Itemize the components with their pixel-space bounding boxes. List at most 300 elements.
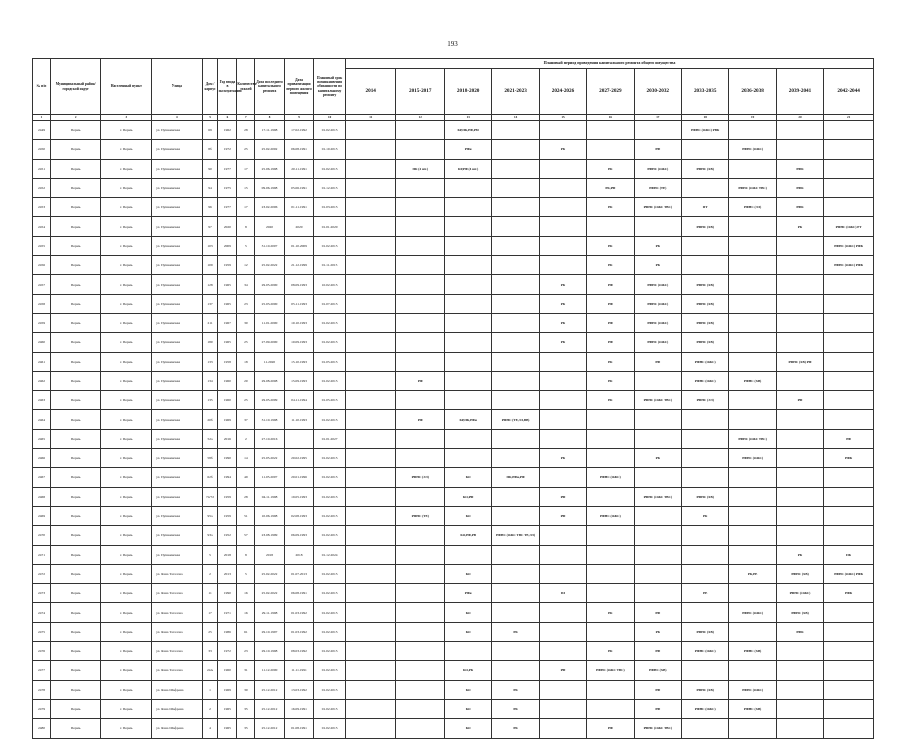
repair-period-cell: КО (444, 468, 491, 487)
repair-period-cell (776, 410, 823, 429)
repair-period-cell: РФ (587, 719, 634, 738)
repair-period-cell (776, 642, 823, 661)
municipality-cell: Пермь (50, 468, 101, 487)
privatization-cell: 02.08.1993 (284, 506, 314, 525)
house-cell: 52а (202, 429, 218, 448)
street-cell: ул. Яана Тагаллаа (152, 603, 203, 622)
repair-period-cell (345, 699, 396, 718)
settlement-cell: г. Пермь (101, 275, 152, 294)
repair-period-cell (539, 371, 586, 390)
repair-period-cell: РФНС (ОЖС ТВС) (729, 178, 776, 197)
repair-period-cell: РК (587, 159, 634, 178)
repair-period-cell (444, 178, 491, 197)
plan-deadline-cell: 01.02.2015 (314, 159, 346, 178)
row-number: 2450 (33, 140, 51, 159)
floors-cell: 16 (237, 603, 255, 622)
municipality-cell: Пермь (50, 198, 101, 217)
row-number: 2455 (33, 236, 51, 255)
settlement-cell: г. Пермь (101, 371, 152, 390)
repair-period-cell (729, 661, 776, 680)
repair-period-cell (824, 121, 874, 140)
header-settlement: Населенный пункт (101, 59, 152, 115)
plan-deadline-cell: 01.11.2015 (314, 256, 346, 275)
plan-deadline-cell: 01.02.2015 (314, 526, 346, 545)
house-cell: 137 (202, 294, 218, 313)
street-cell: ул. Пушкинская (152, 429, 203, 448)
settlement-cell: г. Пермь (101, 622, 152, 641)
column-number: 4 (152, 115, 203, 121)
last-repair-cell: 25.06.1998 (255, 159, 285, 178)
house-cell: 20б (202, 410, 218, 429)
plan-deadline-cell: 01.02.2015 (314, 699, 346, 718)
repair-period-cell: РФНС (ОЖС) (681, 642, 728, 661)
repair-period-cell: РК (776, 217, 823, 236)
privatization-cell: 01.07.2013 (284, 564, 314, 583)
year-built-cell: 1990 (218, 584, 237, 603)
settlement-cell: г. Пермь (101, 699, 152, 718)
repair-period-cell (492, 256, 539, 275)
year-built-cell: 1994 (218, 468, 237, 487)
repair-period-cell (776, 256, 823, 275)
row-number: 2456 (33, 256, 51, 275)
repair-period-cell (587, 487, 634, 506)
header-street: Улица (152, 59, 203, 115)
repair-period-cell (729, 622, 776, 641)
repair-period-cell (681, 661, 728, 680)
header-privatization: Дата приватизации первого жилого помещения (284, 59, 314, 115)
repair-period-cell (396, 391, 444, 410)
column-number: 12 (396, 115, 444, 121)
repair-period-cell (345, 256, 396, 275)
table-row (33, 178, 874, 197)
house-cell: 94 (202, 178, 218, 197)
table-row (33, 294, 874, 313)
repair-period-cell (345, 545, 396, 564)
last-repair-cell: 31.10.2007 (255, 236, 285, 255)
settlement-cell: г. Пермь (101, 333, 152, 352)
street-cell: ул. Яана Шафрана (152, 680, 203, 699)
repair-period-cell: РФК (776, 198, 823, 217)
year-built-cell: 2020 (218, 217, 237, 236)
repair-period-cell: РФНС (ОЖС) РВК (681, 121, 728, 140)
privatization-cell: 01.03.1992 (284, 622, 314, 641)
privatization-cell: 08.03.1992 (284, 642, 314, 661)
repair-period-cell (396, 680, 444, 699)
repair-period-cell (729, 391, 776, 410)
column-number: 6 (218, 115, 237, 121)
year-built-cell: 2018 (218, 545, 237, 564)
table-row (33, 642, 874, 661)
repair-period-cell (634, 584, 681, 603)
repair-period-cell (345, 429, 396, 448)
repair-period-cell (776, 487, 823, 506)
year-built-cell: 2016 (218, 429, 237, 448)
repair-period-cell (345, 313, 396, 332)
repair-period-cell (729, 294, 776, 313)
privatization-cell: 11.11.1991 (284, 661, 314, 680)
privatization-cell: 10.09.1993 (284, 333, 314, 352)
repair-period-cell (492, 661, 539, 680)
year-built-cell: 1965 (218, 275, 237, 294)
floors-cell: 5 (237, 236, 255, 255)
repair-period-cell: КР,РФ (4 шт.) (444, 159, 491, 178)
settlement-cell: г. Пермь (101, 410, 152, 429)
repair-period-cell (396, 275, 444, 294)
table-row (33, 391, 874, 410)
repair-period-cell (539, 429, 586, 448)
repair-period-cell (681, 545, 728, 564)
repair-period-cell (824, 661, 874, 680)
repair-period-cell (539, 217, 586, 236)
row-number: 2480 (33, 719, 51, 738)
repair-period-cell (396, 545, 444, 564)
column-number: 16 (587, 115, 634, 121)
floors-cell: 5 (237, 564, 255, 583)
capital-repair-table (32, 58, 874, 739)
settlement-cell: г. Пермь (101, 661, 152, 680)
repair-period-cell (729, 236, 776, 255)
year-built-cell: 1967 (218, 313, 237, 332)
repair-period-cell (824, 333, 874, 352)
plan-deadline-cell: 01.02.2015 (314, 661, 346, 680)
repair-period-cell (444, 313, 491, 332)
house-cell: 8б (202, 140, 218, 159)
municipality-cell: Пермь (50, 121, 101, 140)
repair-period-cell (776, 140, 823, 159)
plan-deadline-cell: 01.02.2015 (314, 622, 346, 641)
privatization-cell: 16.09.1991 (284, 699, 314, 718)
repair-period-cell (634, 545, 681, 564)
repair-period-cell (396, 121, 444, 140)
repair-period-cell (776, 275, 823, 294)
repair-period-cell: КО (444, 506, 491, 525)
last-repair-cell: 25.03.2000 (255, 294, 285, 313)
house-cell: 17 (202, 603, 218, 622)
year-built-cell: 1986 (218, 622, 237, 641)
plan-deadline-cell: 01.12.2024 (314, 545, 346, 564)
row-number: 2449 (33, 121, 51, 140)
last-repair-cell: 29.08.2008 (255, 371, 285, 390)
repair-period-cell (492, 603, 539, 622)
municipality-cell: Пермь (50, 564, 101, 583)
settlement-cell: г. Пермь (101, 391, 152, 410)
repair-period-cell: КО (444, 699, 491, 718)
repair-period-cell (634, 371, 681, 390)
repair-period-cell: КО (444, 622, 491, 641)
street-cell: ул. Пушкинская (152, 333, 203, 352)
municipality-cell: Пермь (50, 622, 101, 641)
repair-period-cell (776, 680, 823, 699)
repair-period-cell: РФНС (ЭЭ) (681, 391, 728, 410)
repair-period-cell: РФК (824, 584, 874, 603)
table-row (33, 217, 874, 236)
repair-period-cell (824, 680, 874, 699)
year-built-cell: 1965 (218, 333, 237, 352)
page-number: 193 (447, 40, 458, 48)
table-row (33, 661, 874, 680)
last-repair-cell: 11.05.2007 (255, 468, 285, 487)
repair-period-cell: РФНС (ХВ) (681, 275, 728, 294)
last-repair-cell: 25.12.2012 (255, 719, 285, 738)
repair-period-cell: КО (444, 564, 491, 583)
last-repair-cell: 31.10.1998 (255, 410, 285, 429)
table-row (33, 584, 874, 603)
repair-period-cell (729, 410, 776, 429)
repair-period-cell: РФНС (ХВ) РФ (776, 352, 823, 371)
repair-period-cell (492, 352, 539, 371)
header-plan-group: Плановый период проведения капитального ремонта общего имущества (345, 59, 873, 69)
repair-period-cell: РФНС (ОЖС) РФК (824, 236, 874, 255)
repair-period-cell: РФНС (ХВ) (729, 371, 776, 390)
privatization-cell: 15.09.1993 (284, 371, 314, 390)
repair-period-cell (396, 526, 444, 545)
plan-deadline-cell: 01.02.2015 (314, 642, 346, 661)
repair-period-cell (539, 622, 586, 641)
header-year: 2021-2023 (492, 69, 539, 115)
repair-period-cell (681, 178, 728, 197)
last-repair-cell: 11.01.2000 (255, 313, 285, 332)
row-number: 2476 (33, 642, 51, 661)
repair-period-cell (634, 468, 681, 487)
repair-period-cell (824, 352, 874, 371)
row-number: 2466 (33, 449, 51, 468)
settlement-cell: г. Пермь (101, 178, 152, 197)
settlement-cell: г. Пермь (101, 545, 152, 564)
repair-period-cell: КО,РФ (444, 487, 491, 506)
year-built-cell: 1960 (218, 661, 237, 680)
row-number: 2470 (33, 526, 51, 545)
street-cell: ул. Пушкинская (152, 294, 203, 313)
repair-period-cell (345, 719, 396, 738)
repair-period-cell: РФНС (ОЖС) (587, 506, 634, 525)
house-cell: 62б (202, 468, 218, 487)
header-house: Дом / корпус (202, 59, 218, 115)
repair-period-cell (444, 217, 491, 236)
repair-period-cell (776, 719, 823, 738)
settlement-cell: г. Пермь (101, 506, 152, 525)
plan-deadline-cell: 01.02.2015 (314, 506, 346, 525)
table-row (33, 622, 874, 641)
privatization-cell: 06.09.1993 (284, 526, 314, 545)
row-number: 2471 (33, 545, 51, 564)
last-repair-cell: 23.08.1999 (255, 526, 285, 545)
repair-period-cell (492, 371, 539, 390)
floors-cell: 17 (237, 159, 255, 178)
plan-deadline-cell: 01.02.2015 (314, 564, 346, 583)
repair-period-cell (587, 121, 634, 140)
repair-period-cell (824, 526, 874, 545)
repair-period-cell (681, 236, 728, 255)
repair-period-cell: РФНС (ХВ) (681, 294, 728, 313)
repair-period-cell: РК (634, 622, 681, 641)
table-row (33, 275, 874, 294)
last-repair-cell: 29.10.1998 (255, 642, 285, 661)
repair-period-cell: РФНС (ОЖС) (634, 294, 681, 313)
municipality-cell: Пермь (50, 313, 101, 332)
table-row (33, 429, 874, 448)
street-cell: ул. Пушкинская (152, 198, 203, 217)
repair-period-cell: КО (444, 603, 491, 622)
house-cell: 90 (202, 159, 218, 178)
row-number: 2461 (33, 352, 51, 371)
repair-period-cell (776, 371, 823, 390)
repair-period-cell: РФ (634, 603, 681, 622)
floors-cell: 18 (237, 352, 255, 371)
privatization-cell: 06.08.1991 (284, 140, 314, 159)
settlement-cell: г. Пермь (101, 159, 152, 178)
repair-period-cell (396, 294, 444, 313)
repair-period-cell (729, 487, 776, 506)
last-repair-cell: 25.12.2012 (255, 699, 285, 718)
header-year: 2024-2026 (539, 69, 586, 115)
repair-period-cell (492, 294, 539, 313)
repair-period-cell (681, 429, 728, 448)
year-built-cell: 1965 (218, 699, 237, 718)
table-row (33, 545, 874, 564)
privatization-cell: 15.10.1993 (284, 352, 314, 371)
repair-period-cell (492, 198, 539, 217)
repair-period-cell: РФ (587, 313, 634, 332)
repair-period-cell: РФНС (ОЖС) (587, 468, 634, 487)
table-row (33, 236, 874, 255)
header-num: № п/п (33, 59, 51, 115)
repair-period-cell: РК (539, 333, 586, 352)
row-number: 2462 (33, 371, 51, 390)
repair-period-cell: КР,ПК,РФн (444, 410, 491, 429)
column-number: 20 (776, 115, 823, 121)
floors-cell: 15 (237, 178, 255, 197)
privatization-cell: 11.10.1993 (284, 410, 314, 429)
municipality-cell: Пермь (50, 719, 101, 738)
repair-period-cell (444, 371, 491, 390)
year-built-cell: 1969 (218, 410, 237, 429)
column-number: 5 (202, 115, 218, 121)
repair-period-cell (396, 313, 444, 332)
repair-period-cell (396, 256, 444, 275)
privatization-cell: 21.12.1999 (284, 256, 314, 275)
house-cell: 2 (202, 699, 218, 718)
repair-period-cell: РФК (824, 449, 874, 468)
house-cell: 93а (202, 526, 218, 545)
repair-period-cell (824, 313, 874, 332)
repair-period-cell (634, 564, 681, 583)
repair-period-cell (492, 159, 539, 178)
repair-period-cell (345, 391, 396, 410)
privatization-cell: 20.01.1996 (284, 468, 314, 487)
repair-period-cell (634, 526, 681, 545)
repair-period-cell: РФ (634, 642, 681, 661)
header-year: 2036-2038 (729, 69, 776, 115)
repair-period-cell (824, 468, 874, 487)
repair-period-cell (396, 564, 444, 583)
municipality-cell: Пермь (50, 545, 101, 564)
house-cell: 69 (202, 121, 218, 140)
repair-period-cell (729, 584, 776, 603)
repair-period-cell: РФНС (ОЖС ТВС ТЕ,ЭЭ) (492, 526, 539, 545)
municipality-cell: Пермь (50, 699, 101, 718)
settlement-cell: г. Пермь (101, 642, 152, 661)
repair-period-cell: РФ (634, 680, 681, 699)
plan-deadline-cell: 01.12.2015 (314, 178, 346, 197)
repair-period-cell: РК (587, 642, 634, 661)
repair-period-cell: РК,РФ (587, 178, 634, 197)
repair-period-cell (492, 449, 539, 468)
repair-period-cell: РФ (587, 333, 634, 352)
header-year-built: Год ввода в эксплуатацию (218, 59, 237, 115)
year-built-cell: 1969 (218, 680, 237, 699)
repair-period-cell (345, 178, 396, 197)
floors-cell: 20 (237, 371, 255, 390)
year-built-cell: 1960 (218, 391, 237, 410)
year-built-cell: 2009 (218, 236, 237, 255)
repair-period-cell (776, 526, 823, 545)
table-row (33, 719, 874, 738)
floors-cell: 28 (237, 121, 255, 140)
repair-period-cell: РК (587, 236, 634, 255)
municipality-cell: Пермь (50, 294, 101, 313)
privatization-cell: 13.03.1992 (284, 680, 314, 699)
repair-period-cell (729, 526, 776, 545)
row-number: 2475 (33, 622, 51, 641)
table-row (33, 198, 874, 217)
privatization-cell: 08.09.1993 (284, 275, 314, 294)
municipality-cell: Пермь (50, 487, 101, 506)
floors-cell: 49 (237, 468, 255, 487)
repair-period-cell (824, 642, 874, 661)
header-year: 2039-2041 (776, 69, 823, 115)
header-year: 2015-2017 (396, 69, 444, 115)
header-municipality: Муниципальный район/городской округ (50, 59, 101, 115)
plan-deadline-cell: 01.02.2015 (314, 333, 346, 352)
table-row (33, 140, 874, 159)
privatization-cell: 19.05.1993 (284, 487, 314, 506)
repair-period-cell (776, 429, 823, 448)
last-repair-cell: 2020 (255, 217, 285, 236)
repair-period-cell: КР,ПК,РФ,РМ (444, 121, 491, 140)
house-cell: 211 (202, 313, 218, 332)
repair-period-cell (539, 468, 586, 487)
repair-period-cell (587, 526, 634, 545)
street-cell: ул. Пушкинская (152, 410, 203, 429)
repair-period-cell (587, 410, 634, 429)
repair-period-cell (587, 140, 634, 159)
last-repair-cell: 04.11.1998 (255, 487, 285, 506)
settlement-cell: г. Пермь (101, 294, 152, 313)
column-number: 9 (284, 115, 314, 121)
column-number: 14 (492, 115, 539, 121)
repair-period-cell (729, 719, 776, 738)
repair-period-cell: РФНС (ХВ) (681, 313, 728, 332)
floors-cell: 16 (237, 584, 255, 603)
last-repair-cell: 27.10.2016 (255, 429, 285, 448)
repair-period-cell: РФ (396, 410, 444, 429)
last-repair-cell: 23.02.2006 (255, 198, 285, 217)
settlement-cell: г. Пермь (101, 526, 152, 545)
year-built-cell: 1962 (218, 121, 237, 140)
table (32, 58, 874, 739)
repair-period-cell (345, 680, 396, 699)
repair-period-cell (539, 719, 586, 738)
repair-period-cell (345, 603, 396, 622)
repair-period-cell (681, 564, 728, 583)
table-row (33, 371, 874, 390)
settlement-cell: г. Пермь (101, 217, 152, 236)
plan-deadline-cell: 01.02.2015 (314, 584, 346, 603)
repair-period-cell (539, 121, 586, 140)
repair-period-cell: ПК (824, 545, 874, 564)
municipality-cell: Пермь (50, 256, 101, 275)
repair-period-cell (634, 506, 681, 525)
